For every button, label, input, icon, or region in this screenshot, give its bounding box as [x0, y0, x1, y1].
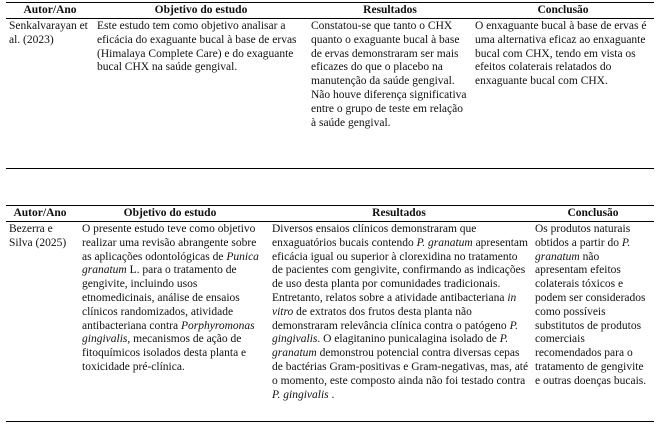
header-resultados: Resultados [363, 4, 417, 16]
text: demonstrou potencial contra diversas cepas de bactérias Gram-positivas e Gram-negativas, mas, até o momento, este composto ainda não foi testado contra [272, 347, 529, 387]
table-1-header-row [6, 2, 654, 19]
cell-resultados: Constatou-se que tanto o CHX quanto o exaguante bucal à base de ervas demonstraram ser mais eficazes do que o placebo na manutenção da saúde gengival. Não houve diferença significativa entre o grupo de teste em relação à saúde gengival. [311, 20, 467, 129]
italic-text: Punica granatum [82, 250, 259, 277]
text: de extratos dos frutos desta planta não demonstraram relevância clínica contra o patógeno [272, 305, 510, 332]
cell-conclusao: O enxaguante bucal à base de ervas é uma alternativa eficaz ao enxaguante bucal com CHX, tendo em vista os efeitos colaterais relatados do enxaguante bucal com CHX. [475, 20, 647, 88]
table-2 [6, 205, 654, 422]
italic-text: P. gingivalis [272, 319, 518, 346]
text: Diversos ensaios clínicos demonstraram que enxaguatórios bucais contendo [272, 223, 477, 249]
header-objetivo: Objetivo do estudo [123, 207, 217, 219]
table-1 [6, 2, 654, 169]
text: não apresentam efeitos colaterais tóxicos e podem ser considerados como possíveis substitutos de produtos comerciais recomendados para o tratamento de gengivite e outras doenças bucais. [535, 250, 647, 387]
header-autor: Autor/Ano [13, 207, 67, 219]
text: L. para o tratamento de gengivite, incluindo usos etnomedicinais, análise de ensaios clínicos randomizados, atividade antibacteriana contra [82, 264, 240, 332]
cell-objetivo: Este estudo tem como objetivo analisar a eficácia do exaguante bucal à base de ervas (Himalaya Complete Care) e do exaguante bucal CHX na saúde gengival. [97, 20, 297, 74]
text: . [328, 388, 335, 401]
text: . O elagitanino punicalagina isolado de [317, 333, 500, 346]
cell-objetivo [74, 223, 266, 421]
header-objetivo: Objetivo do estudo [154, 4, 248, 16]
italic-text: P. granatum [272, 333, 509, 360]
cell-resultados [266, 223, 532, 421]
header-resultados: Resultados [372, 207, 426, 219]
text: O presente estudo teve como objetivo realizar uma revisão abrangente sobre as aplicações odontológicas de [82, 223, 257, 263]
header-conclusao: Conclusão [567, 207, 619, 219]
text: , mecanismos de ação de fitoquímicos isolados desta planta e toxicidade pré-clínica. [82, 333, 247, 373]
italic-text: in vitro [272, 291, 517, 318]
cell-autor: Bezerra e Silva (2025) [9, 223, 67, 249]
table-2-header-row [6, 205, 654, 222]
italic-text: Porphyromonas gingivalis [82, 319, 255, 346]
italic-text: P. granatum [535, 236, 631, 263]
header-conclusao: Conclusão [537, 4, 589, 16]
text: apresentam eficácia igual ou superior à clorexidina no tratamento de pacientes com gengivite, confirmando as indicações de uso desta planta por comunidades tradicionais. Entretanto, relatos sobre a atividade antibacteriana [272, 236, 528, 304]
table-2-row [6, 222, 654, 422]
table-1-row [6, 19, 654, 169]
cell-conclusao [532, 223, 654, 421]
header-autor: Autor/Ano [23, 4, 77, 16]
italic-text: P. granatum [416, 236, 473, 249]
text: Os produtos naturais obtidos a partir do [535, 223, 631, 249]
italic-text: P. gingivalis [272, 388, 329, 401]
cell-autor: Senkalvarayan et al. (2023) [9, 20, 88, 46]
